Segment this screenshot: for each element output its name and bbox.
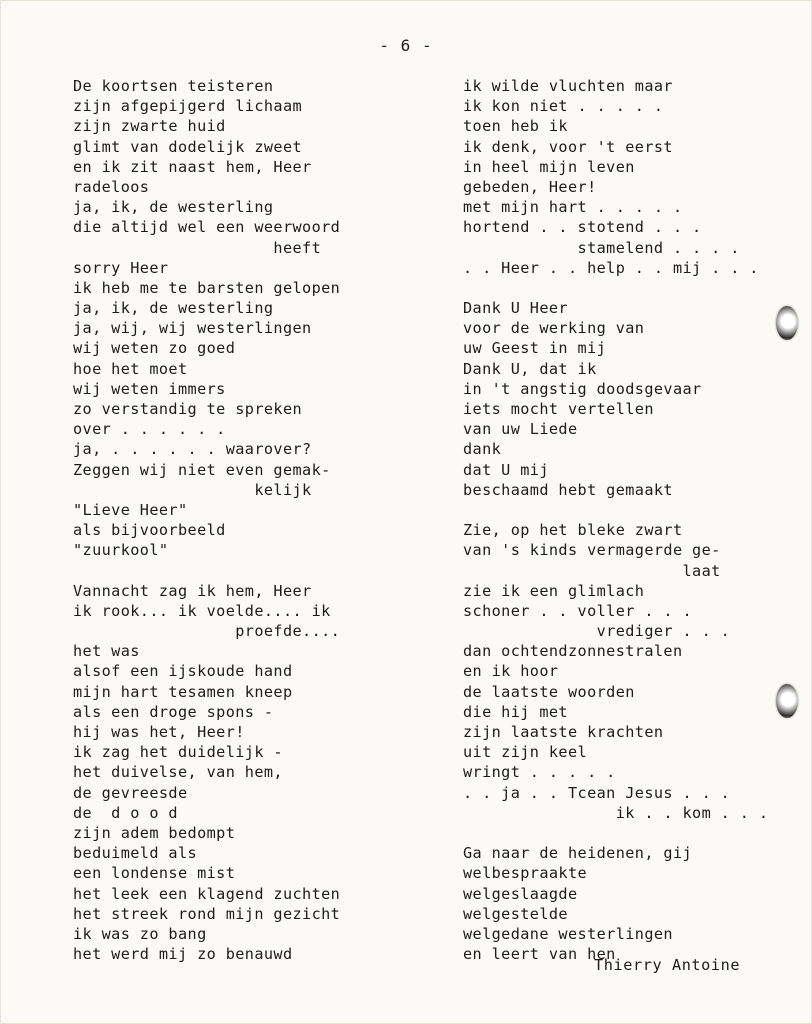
poem-right-column (463, 76, 793, 964)
poem-line: laat (463, 561, 721, 580)
poem-line: vrediger . . . (463, 622, 731, 641)
poem-line: het leek een klagend zuchten (73, 884, 341, 903)
poem-line: gebeden, Heer! (463, 177, 597, 196)
poem-line: kelijk (73, 480, 312, 499)
author-signature: Thierry Antoine (594, 956, 741, 974)
poem-line: wij weten zo goed (73, 339, 236, 358)
poem-line: zie ik een glimlach (463, 581, 645, 600)
poem-line: welgedane westerlingen (463, 924, 673, 943)
poem-line: Zie, op het bleke zwart (463, 521, 683, 540)
poem-line: wij weten immers (73, 379, 226, 398)
poem-line: de d o o d (73, 803, 178, 822)
poem-line: iets mocht vertellen (463, 400, 654, 418)
poem-line: ja, . . . . . . waarover? (73, 440, 312, 459)
poem-line: in heel mijn leven (463, 157, 635, 176)
poem-line: ik rook... ik voelde.... ik (73, 601, 331, 620)
poem-line: Dank U, dat ik (463, 359, 597, 378)
page-number: - 6 - (379, 36, 433, 55)
poem-line: als een droge spons - (73, 702, 274, 721)
poem-line: beschaamd hebt gemaakt (463, 480, 673, 499)
poem-line: in 't angstig doodsgevaar (463, 379, 702, 398)
stanza-break (463, 278, 793, 298)
punch-hole-lower (776, 684, 798, 718)
poem-line: dan ochtendzonnestralen (463, 642, 683, 661)
poem-line: Dank U Heer (463, 299, 568, 318)
poem-line: zijn zwarte huid (73, 117, 226, 136)
poem-line: van 's kinds vermagerde ge- (463, 541, 721, 560)
poem-line: radeloos (73, 177, 150, 196)
poem-line: stamelend . . . . (463, 238, 740, 257)
poem-line: voor de werking van (463, 319, 645, 338)
poem-line: ik zag het duidelijk - (73, 743, 283, 762)
poem-line: dat U mij (463, 460, 549, 479)
poem-line: hortend . . stotend . . . (463, 218, 702, 237)
poem-line: Zeggen wij niet even gemak- (73, 460, 331, 479)
poem-line: het duivelse, van hem, (73, 763, 283, 782)
poem-line: met mijn hart . . . . . (463, 198, 683, 217)
poem-line: van uw Liede (463, 420, 578, 439)
poem-line: alsof een ijskoude hand (73, 662, 293, 681)
poem-line: ik kon niet . . . . . (463, 97, 664, 116)
poem-line: ik . . kom . . . (463, 803, 769, 822)
poem-line: en ik hoor (463, 662, 559, 681)
poem-line: en leert van hen (463, 945, 616, 964)
poem-line: als bijvoorbeeld (73, 521, 226, 540)
poem-line: De koortsen teisteren (73, 77, 274, 95)
poem-line: zo verstandig te spreken (73, 400, 303, 418)
poem-line: welgestelde (463, 904, 568, 923)
poem-line: ik wilde vluchten maar (463, 77, 673, 95)
poem-line: glimt van dodelijk zweet (73, 137, 303, 156)
poem-line: ja, ik, de westerling (73, 299, 274, 318)
stanza-break (73, 561, 393, 581)
poem-line: zijn afgepijgerd lichaam (73, 97, 303, 116)
poem-line: . . ja . . Tcean Jesus . . . (463, 783, 731, 802)
poem-line: sorry Heer (73, 258, 169, 277)
poem-line: beduimeld als (73, 844, 198, 863)
poem-line: ja, ik, de westerling (73, 198, 274, 217)
poem-line: dank (463, 440, 502, 459)
poem-line: hij was het, Heer! (73, 723, 245, 741)
poem-line: ja, wij, wij westerlingen (73, 319, 312, 338)
poem-line: zijn laatste krachten (463, 723, 664, 741)
poem-line: welbespraakte (463, 864, 588, 883)
stanza-break (463, 823, 793, 843)
poem-line: uw Geest in mij (463, 339, 607, 358)
poem-line: het werd mij zo benauwd (73, 945, 293, 964)
poem-line: uit zijn keel (463, 743, 588, 762)
poem-line: over . . . . . . (73, 420, 226, 439)
poem-line: proefde.... (73, 622, 341, 641)
poem-line: die hij met (463, 702, 568, 721)
poem-line: ik denk, voor 't eerst (463, 137, 673, 156)
poem-line: Ga naar de heidenen, gij (463, 844, 693, 863)
poem-line: die altijd wel een weerwoord (73, 218, 341, 237)
poem-line: "zuurkool" (73, 541, 169, 560)
poem-line: de laatste woorden (463, 682, 635, 701)
poem-line: een londense mist (73, 864, 236, 883)
poem-line: schoner . . voller . . . (463, 601, 693, 620)
poem-line: mijn hart tesamen kneep (73, 682, 293, 701)
poem-line: ik heb me te barsten gelopen (73, 278, 341, 297)
poem-line: welgeslaagde (463, 884, 578, 903)
poem-left-column (73, 76, 393, 964)
poem-line: toen heb ik (463, 117, 568, 136)
poem-line: Vannacht zag ik hem, Heer (73, 581, 312, 600)
poem-line: hoe het moet (73, 359, 188, 378)
poem-line: wringt . . . . . (463, 763, 616, 782)
poem-line: het was (73, 642, 140, 661)
poem-line: . . Heer . . help . . mij . . . (463, 258, 759, 277)
poem-line: het streek rond mijn gezicht (73, 904, 341, 923)
poem-line: heeft (73, 238, 322, 257)
poem-line: en ik zit naast hem, Heer (73, 157, 312, 176)
poem-line: de gevreesde (73, 783, 188, 802)
poem-line: ik was zo bang (73, 924, 207, 943)
poem-line: zijn adem bedompt (73, 823, 236, 842)
punch-hole-upper (776, 306, 798, 340)
poem-line: "Lieve Heer" (73, 500, 188, 519)
stanza-break (463, 500, 793, 520)
